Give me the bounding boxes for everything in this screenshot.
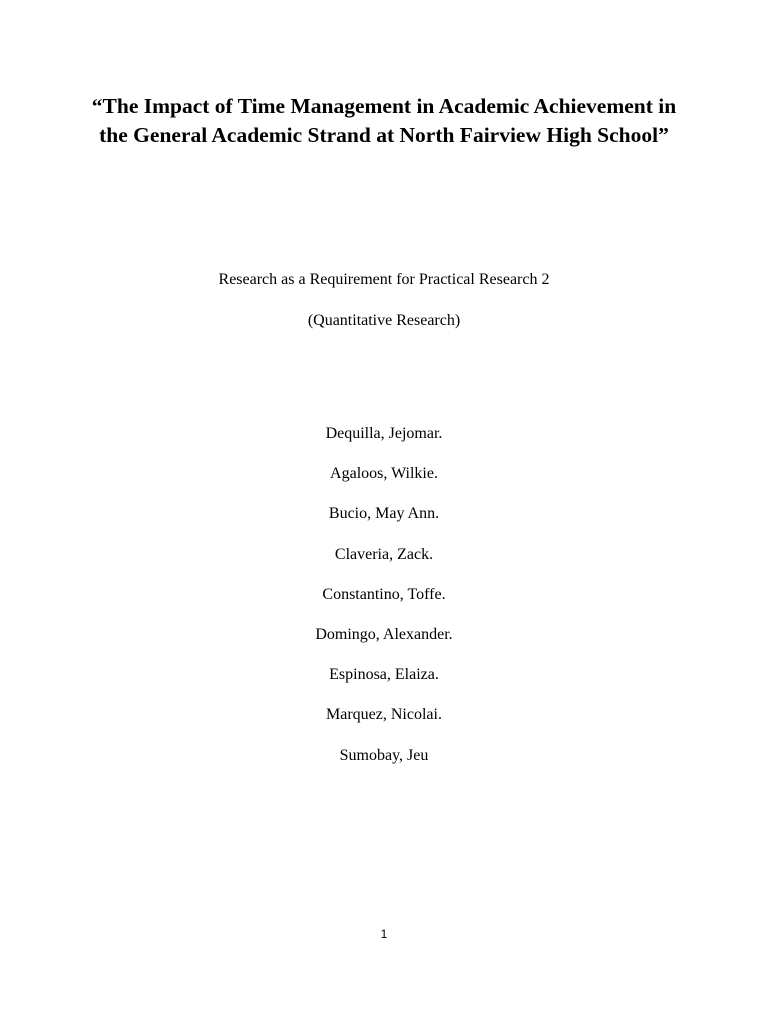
author-name: Bucio, May Ann.	[328, 505, 440, 523]
page-number: 1	[380, 927, 388, 941]
author-name: Marquez, Nicolai.	[326, 706, 442, 724]
research-requirement-line: Research as a Requirement for Practical Research 2	[218, 271, 550, 288]
author-list	[0, 424, 768, 786]
author-name: Agaloos, Wilkie.	[330, 465, 438, 483]
document-title: “The Impact of Time Management in Academic Achievement in the General Academic Strand at North Fairview High School”	[91, 94, 677, 147]
author-name: Claveria, Zack.	[334, 545, 434, 563]
author-name: Espinosa, Elaiza.	[329, 666, 439, 684]
research-type-line: (Quantitative Research)	[307, 312, 461, 329]
author-name: Sumobay, Jeu	[339, 746, 429, 764]
author-name: Domingo, Alexander.	[315, 625, 453, 643]
author-name: Constantino, Toffe.	[322, 585, 446, 603]
author-name: Dequilla, Jejomar.	[325, 425, 443, 442]
